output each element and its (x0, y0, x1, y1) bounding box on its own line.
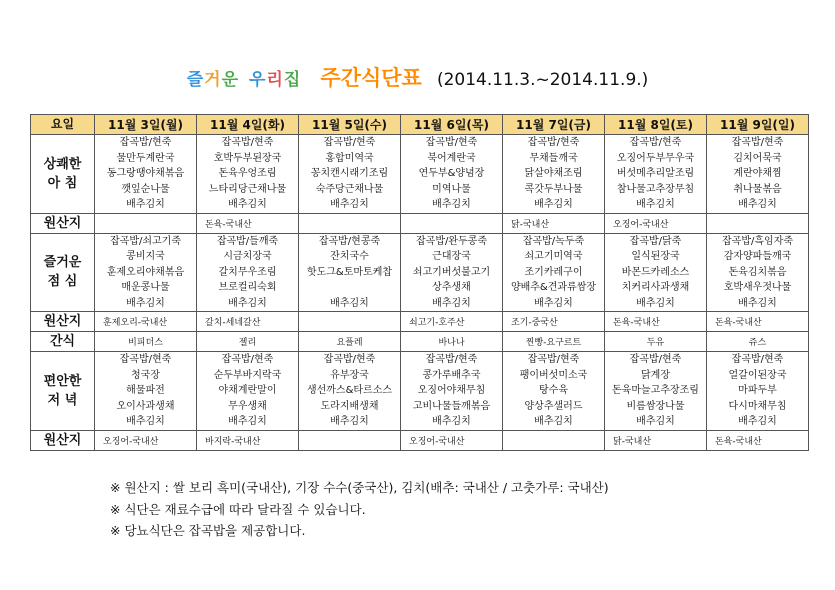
menu-item: 돈육마늘고추장조림 (612, 385, 699, 396)
menu-item: 돈육우엉조림 (218, 168, 277, 179)
menu-item: 배추김치 (126, 199, 165, 210)
day-header: 11월 4일(화) (197, 115, 299, 135)
menu-item: 팽이버섯미소국 (519, 369, 588, 381)
row-label-line: 즐거운 (43, 255, 82, 271)
origin-cell (503, 430, 605, 450)
menu-item: 숙주당근채나물 (315, 183, 384, 195)
info-row (31, 312, 809, 332)
menu-item: 비름쌈장나물 (626, 400, 685, 412)
menu-item: 배추김치 (636, 199, 675, 210)
menu-item: 탕수육 (539, 385, 568, 396)
menu-item: 고비나물들깨볶음 (412, 400, 491, 412)
row-label (31, 135, 95, 214)
menu-item: 근대장국 (432, 251, 471, 262)
brand-char: 거 (204, 70, 222, 90)
origin-cell: 돈육-국내산 (605, 312, 707, 332)
meal-cell (299, 352, 401, 431)
menu-item: 배추김치 (330, 199, 369, 210)
origin-cell (299, 430, 401, 450)
note-line: ※ 식단은 재료수급에 따라 달라질 수 있습니다. (110, 501, 366, 517)
day-header-label: 요일 (31, 115, 95, 135)
menu-item: 배추김치 (636, 297, 675, 309)
menu-item: 호박두부된장국 (213, 152, 282, 164)
header-row (31, 115, 809, 135)
menu-item: 참나물고추장무침 (616, 183, 695, 195)
menu-item: 물만두계란국 (116, 152, 175, 164)
meal-cell (707, 233, 809, 312)
origin-cell: 닭-국내산 (605, 430, 707, 450)
menu-item: 쇠고기버섯불고기 (412, 266, 491, 278)
menu-item: 잡곡밥/현죽 (629, 354, 682, 365)
menu-item: 콩가루배추국 (422, 369, 481, 381)
menu-item: 양배추&견과류쌈장 (510, 282, 597, 293)
menu-item: 호박새우젓나물 (723, 282, 792, 293)
note-line: ※ 당뇨식단은 잡곡밥을 제공합니다. (110, 523, 306, 538)
menu-item: 쇠고기미역국 (524, 251, 583, 262)
menu-item: 양상추샐러드 (524, 400, 583, 412)
menu-item: 닭계장 (641, 369, 670, 381)
origin-cell (707, 213, 809, 233)
brand-char: 리 (266, 70, 284, 90)
menu-item: 일식된장국 (631, 251, 680, 262)
menu-item: 핫도그&토마토케찹 (306, 266, 393, 278)
brand-char: 운 (221, 70, 239, 90)
menu-item: 잡곡밥/현죽 (731, 354, 784, 365)
menu-title: 주간식단표 (320, 66, 422, 90)
menu-item: 잡곡밥/현죽 (425, 354, 478, 365)
row-label: 간식 (31, 332, 95, 352)
meal-cell (299, 233, 401, 312)
meal-cell (197, 233, 299, 312)
snack-cell: 젤리 (197, 332, 299, 352)
menu-item: 닭살야채조림 (524, 168, 583, 179)
menu-item: 깻잎순나물 (121, 183, 170, 195)
menu-item: 동그랑땡야채볶음 (106, 168, 185, 179)
menu-item: 버섯메추리알조림 (616, 168, 695, 179)
day-header: 11월 7일(금) (503, 115, 605, 135)
menu-item: 해물파전 (126, 385, 165, 396)
brand-title (187, 70, 302, 90)
menu-item: 김치어묵국 (733, 152, 782, 164)
meal-cell (95, 233, 197, 312)
menu-item: 매운콩나물 (121, 282, 170, 293)
origin-cell: 훈제오리-국내산 (95, 312, 197, 332)
menu-item: 배추김치 (330, 416, 369, 427)
menu-item: 북어계란국 (427, 152, 476, 164)
menu-item: 배추김치 (432, 297, 471, 309)
menu-item: 배추김치 (228, 199, 267, 210)
menu-item: 잔치국수 (330, 251, 369, 262)
menu-item: 배추김치 (738, 416, 777, 427)
meal-cell (95, 135, 197, 214)
snack-cell: 요플레 (299, 332, 401, 352)
origin-cell: 쇠고기-호주산 (401, 312, 503, 332)
meal-cell (401, 233, 503, 312)
brand-char: 즐 (186, 70, 205, 90)
menu-item: 콕갓두부나물 (524, 183, 583, 195)
menu-item: 오징어야채무침 (417, 385, 486, 396)
origin-cell: 돈육-국내산 (707, 430, 809, 450)
menu-item: 배추김치 (126, 416, 165, 427)
menu-item: 느타리당근채나물 (208, 183, 287, 195)
menu-item: 다시마채무침 (728, 400, 787, 412)
menu-item: 잡곡밥/현콩죽 (318, 235, 381, 247)
menu-item: 잡곡밥/현죽 (527, 137, 580, 148)
menu-item: 잡곡밥/현죽 (527, 354, 580, 365)
menu-item: 오징어두부무우국 (616, 152, 695, 164)
origin-cell: 돈육-국내산 (707, 312, 809, 332)
row-label: 원산지 (31, 430, 95, 450)
menu-item: 배추김치 (738, 297, 777, 309)
row-label-line: 아 침 (47, 175, 78, 191)
menu-item: 야채계란말이 (218, 385, 277, 396)
menu-item: 훈제오리야채볶음 (106, 266, 185, 278)
meal-row (31, 233, 809, 312)
menu-item: 치커리사과생채 (621, 282, 690, 293)
origin-cell: 오징어-국내산 (95, 430, 197, 450)
origin-cell: 갈치-세네갈산 (197, 312, 299, 332)
menu-item: 유부장국 (330, 369, 369, 381)
menu-item: 마파두부 (738, 385, 777, 396)
meal-cell (401, 135, 503, 214)
brand-char: 집 (283, 70, 302, 90)
origin-cell: 바지락-국내산 (197, 430, 299, 450)
menu-item: 배추김치 (534, 199, 573, 210)
menu-item: 계란야채찜 (733, 168, 782, 179)
info-row (31, 213, 809, 233)
row-label-line: 점 심 (47, 274, 78, 290)
row-label: 원산지 (31, 213, 95, 233)
menu-item: 바몬드카레소스 (621, 266, 690, 278)
menu-item: 잡곡밥/닭죽 (629, 235, 682, 247)
snack-cell: 찐빵-요구르트 (503, 332, 605, 352)
menu-item: 잡곡밥/현죽 (731, 137, 784, 148)
meal-cell (197, 135, 299, 214)
menu-item: 미역나물 (432, 183, 471, 195)
menu-item: 꽁치캔시래기조림 (310, 168, 389, 179)
meal-cell (503, 233, 605, 312)
menu-item: 무채들깨국 (529, 152, 578, 164)
day-header: 11월 3일(월) (95, 115, 197, 135)
meal-cell (605, 233, 707, 312)
menu-item: 조기카레구이 (524, 266, 583, 278)
menu-item: 잡곡밥/완두콩죽 (416, 235, 487, 247)
menu-item: 콩비지국 (126, 251, 165, 262)
meal-cell (605, 135, 707, 214)
menu-item: 배추김치 (126, 297, 165, 309)
menu-item: 순두부바지락국 (213, 369, 282, 381)
menu-item: 청국장 (131, 369, 160, 381)
menu-item: 배추김치 (228, 297, 267, 309)
origin-cell (299, 312, 401, 332)
menu-item: 잡곡밥/현죽 (323, 137, 376, 148)
menu-item: 잡곡밥/현죽 (119, 354, 172, 365)
menu-item: 잡곡밥/현죽 (221, 354, 274, 365)
menu-item: 오이사과생채 (116, 400, 175, 412)
menu-item: 잡곡밥/흑임자죽 (722, 235, 793, 247)
menu-item: 잡곡밥/현죽 (119, 137, 172, 148)
menu-item: 배추김치 (534, 297, 573, 309)
meal-cell (707, 352, 809, 431)
page-title (0, 62, 835, 92)
origin-cell (299, 213, 401, 233)
menu-item: 배추김치 (738, 199, 777, 210)
meal-cell (503, 352, 605, 431)
brand-char: 우 (249, 70, 267, 90)
info-row (31, 332, 809, 352)
meal-cell (605, 352, 707, 431)
menu-item: 시금치장국 (223, 251, 272, 262)
menu-item: 배추김치 (534, 416, 573, 427)
snack-cell: 쥬스 (707, 332, 809, 352)
menu-item: 얼갈이된장국 (728, 369, 787, 381)
menu-item: 갈치무우조림 (218, 266, 277, 278)
menu-item: 배추김치 (432, 416, 471, 427)
origin-cell: 닭-국내산 (503, 213, 605, 233)
row-label-line: 편안한 (43, 373, 82, 389)
day-header: 11월 5일(수) (299, 115, 401, 135)
row-label: 원산지 (31, 312, 95, 332)
menu-item: 잡곡밥/쇠고기죽 (110, 235, 181, 247)
note-line: ※ 원산지 : 쌀 보리 흑미(국내산), 기장 수수(중국산), 김치(배추: 국내산 / 고춧가루: 국내산) (110, 480, 609, 495)
menu-item: 잡곡밥/들깨죽 (216, 235, 279, 247)
origin-cell: 돈육-국내산 (197, 213, 299, 233)
meal-row (31, 352, 809, 431)
menu-item: 잡곡밥/녹두죽 (522, 235, 585, 247)
menu-item: 상추생채 (432, 282, 471, 293)
origin-cell (401, 213, 503, 233)
menu-item: 연두부&양념장 (418, 168, 485, 179)
meal-cell (197, 352, 299, 431)
menu-item: 잡곡밥/현죽 (323, 354, 376, 365)
meal-cell (95, 352, 197, 431)
menu-item: 무우생채 (228, 400, 267, 412)
menu-item: 배추김치 (330, 297, 369, 309)
origin-cell: 조기-중국산 (503, 312, 605, 332)
snack-cell: 비피더스 (95, 332, 197, 352)
day-header: 11월 6일(목) (401, 115, 503, 135)
menu-item: 배추김치 (228, 416, 267, 427)
menu-item: 돈육김치볶음 (728, 266, 787, 278)
origin-cell: 오징어-국내산 (605, 213, 707, 233)
menu-item: 배추김치 (432, 199, 471, 210)
origin-cell (95, 213, 197, 233)
meal-row (31, 135, 809, 214)
menu-item: 배추김치 (636, 416, 675, 427)
menu-item: 감자양파들깨국 (723, 251, 792, 262)
row-label-line: 상쾌한 (43, 156, 82, 172)
info-row (31, 430, 809, 450)
menu-item: 잡곡밥/현죽 (221, 137, 274, 148)
meal-cell (299, 135, 401, 214)
day-header: 11월 8일(토) (605, 115, 707, 135)
menu-item: 생선까스&타르소스 (306, 385, 393, 396)
notes (110, 477, 609, 542)
menu-item (299, 280, 400, 296)
row-label (31, 352, 95, 431)
menu-item: 잡곡밥/현죽 (629, 137, 682, 148)
snack-cell: 두유 (605, 332, 707, 352)
menu-item: 도라지배생채 (320, 400, 379, 412)
meal-cell (707, 135, 809, 214)
menu-item: 홍합미역국 (325, 152, 374, 164)
day-header: 11월 9일(일) (707, 115, 809, 135)
row-label (31, 233, 95, 312)
origin-cell: 오징어-국내산 (401, 430, 503, 450)
row-label-line: 저 녁 (47, 392, 78, 408)
snack-cell: 바나나 (401, 332, 503, 352)
meal-cell (503, 135, 605, 214)
menu-item: 브로컬리숙회 (218, 282, 277, 293)
menu-item: 취나물볶음 (733, 183, 782, 195)
date-range: (2014.11.3.~2014.11.9.) (436, 70, 649, 90)
menu-item: 잡곡밥/현죽 (425, 137, 478, 148)
weekly-menu-table (30, 114, 809, 451)
meal-cell (401, 352, 503, 431)
